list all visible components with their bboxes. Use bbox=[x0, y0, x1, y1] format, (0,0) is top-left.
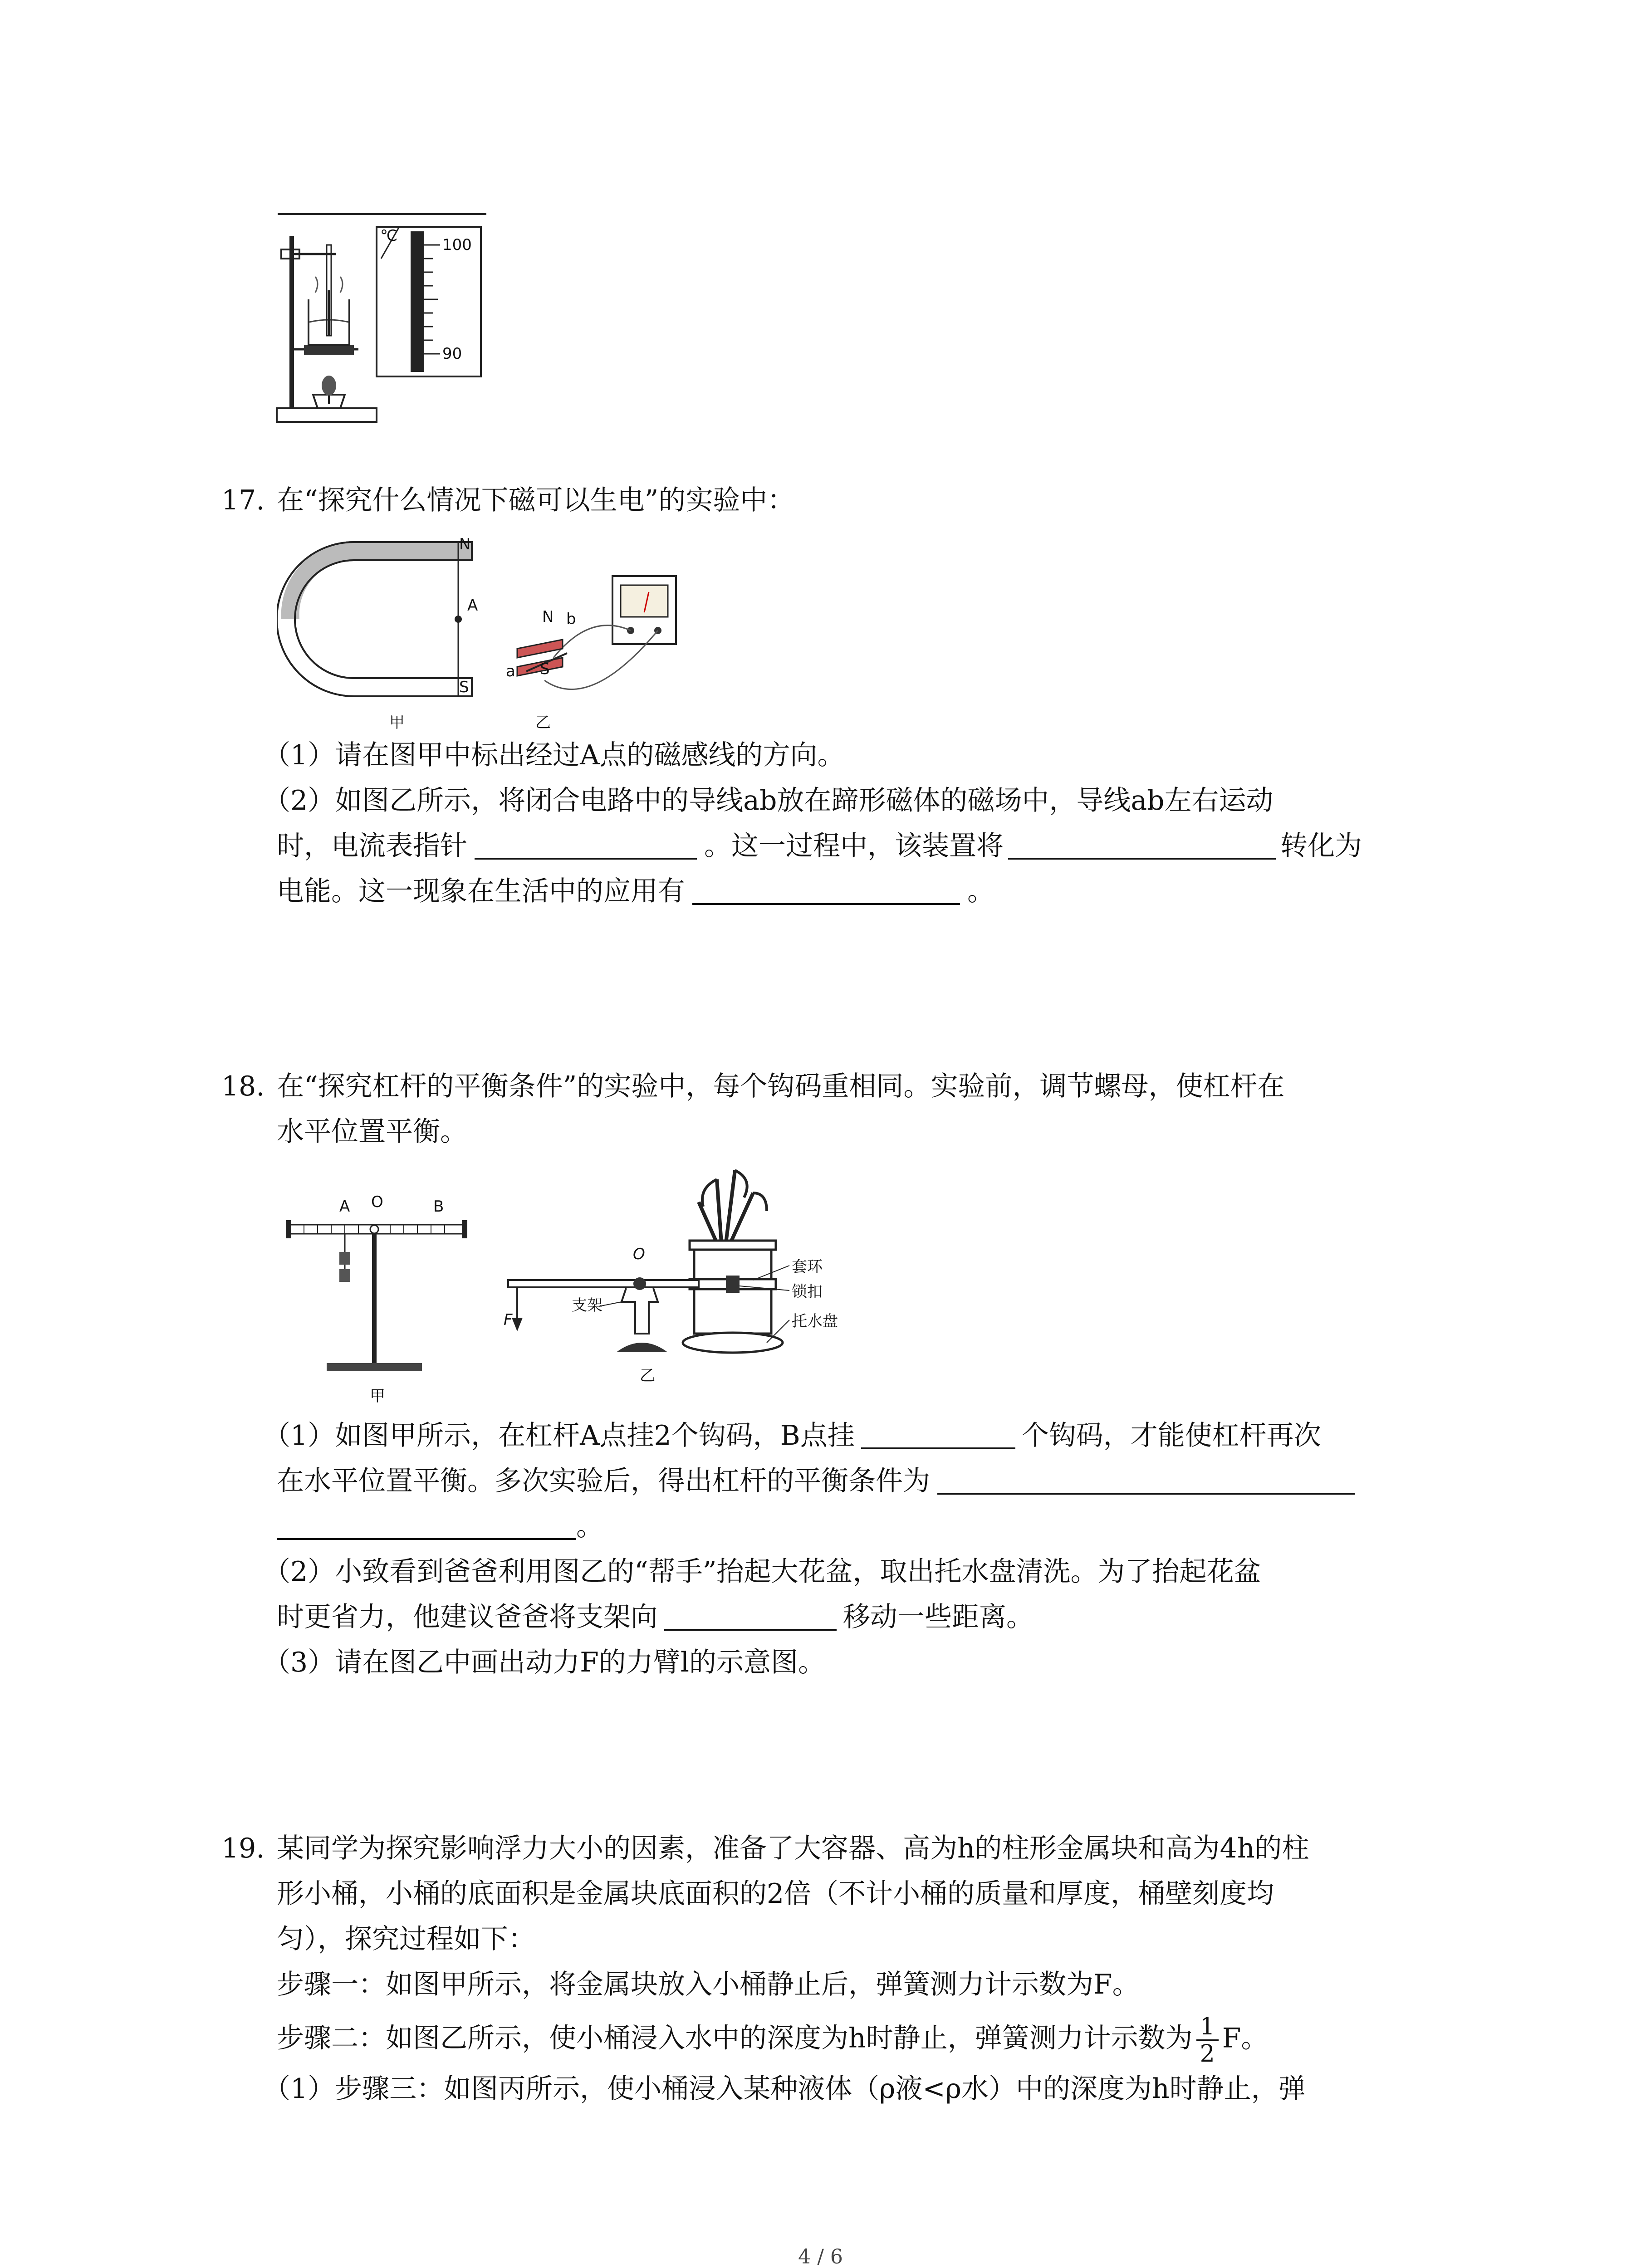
q18-fig-jia-label: 甲 bbox=[370, 1387, 385, 1405]
q18-lever-o-label: O bbox=[371, 1193, 383, 1211]
thermo-unit-label: ℃ bbox=[380, 227, 398, 245]
q18-label-ring: 套环 bbox=[792, 1258, 823, 1276]
q17-magnet-n-label: N bbox=[459, 535, 471, 553]
q17-blank-pointer[interactable] bbox=[475, 831, 697, 860]
q17-part2-line3-a: 电能。这一现象在生活中的应用有 bbox=[277, 875, 685, 907]
q17-part1: （1）请在图甲中标出经过A点的磁感线的方向。 bbox=[263, 739, 845, 771]
q18-part2-line2-b: 移动一些距离。 bbox=[843, 1601, 1034, 1633]
q17-part2-line3-b: 。 bbox=[967, 875, 994, 907]
q19-step2-b: F。 bbox=[1222, 2022, 1269, 2054]
q18-stem-line1: 在“探究杠杆的平衡条件”的实验中，每个钩码重相同。实验前，调节螺母，使杠杆在 bbox=[277, 1070, 1285, 1102]
q18-part2-line2 bbox=[277, 1597, 1034, 1637]
q17-small-s-label: S bbox=[540, 660, 550, 678]
q18-part1-line2 bbox=[277, 1461, 1355, 1501]
q18-blank-condition-b[interactable] bbox=[277, 1511, 576, 1540]
q18-yi-f-label: F bbox=[504, 1311, 513, 1329]
q17-part2-line2-a: 时，电流表指针 bbox=[277, 830, 467, 862]
q18-part1-line1-b: 个钩码，才能使杠杆再次 bbox=[1021, 1420, 1321, 1452]
q19-fraction-denominator: 2 bbox=[1200, 2040, 1215, 2068]
q17-part2-line2-b: 。这一过程中，该装置将 bbox=[704, 830, 1004, 862]
q19-fraction bbox=[1196, 2014, 1219, 2067]
q17-magnet-s-label: S bbox=[459, 678, 469, 696]
page-number: 4 / 6 bbox=[798, 2245, 843, 2268]
q17-part2-line2 bbox=[277, 826, 1362, 866]
q18-figure-jia-lever bbox=[281, 1198, 472, 1379]
top-rule bbox=[278, 213, 486, 215]
q19-line2: 形小桶，小桶的底面积是金属块底面积的2倍（不计小桶的质量和厚度，桶壁刻度均 bbox=[277, 1878, 1274, 1910]
q17-wire-b-label: b bbox=[566, 610, 576, 628]
q18-yi-o-label: O bbox=[633, 1245, 645, 1263]
q17-blank-application[interactable] bbox=[692, 876, 960, 905]
q18-fig-yi-label: 乙 bbox=[640, 1367, 655, 1385]
q17-part2-line1: （2）如图乙所示，将闭合电路中的导线ab放在蹄形磁体的磁场中，导线ab左右运动 bbox=[263, 785, 1274, 816]
q17-part2-line2-c: 转化为 bbox=[1280, 830, 1362, 862]
q19-line3: 匀），探究过程如下： bbox=[277, 1923, 535, 1955]
q18-blank-direction[interactable] bbox=[664, 1602, 837, 1631]
q18-label-tray: 托水盘 bbox=[792, 1312, 838, 1330]
q17-figure-jia-magnet bbox=[277, 533, 490, 705]
q18-part1-line3 bbox=[277, 1506, 603, 1547]
q19-line1: 某同学为探究影响浮力大小的因素，准备了大容器、高为h的柱形金属块和高为4h的柱 bbox=[277, 1833, 1309, 1864]
q19-fraction-numerator: 1 bbox=[1196, 2014, 1219, 2041]
q18-lever-b-label: B bbox=[433, 1198, 444, 1216]
q19-number: 19. bbox=[221, 1833, 265, 1864]
q18-part1-line1 bbox=[263, 1415, 1321, 1456]
thermo-scale-90: 90 bbox=[442, 345, 462, 363]
q17-point-a-label: A bbox=[467, 596, 478, 615]
q18-part1-line3-text: 。 bbox=[576, 1510, 603, 1542]
q18-lever-a-label: A bbox=[339, 1198, 350, 1216]
q19-step2-a: 步骤二：如图乙所示，使小桶浸入水中的深度为h时静止，弹簧测力计示数为 bbox=[277, 2022, 1193, 2054]
q17-small-n-label: N bbox=[542, 608, 554, 626]
q18-part1-line2-text: 在水平位置平衡。多次实验后，得出杠杆的平衡条件为 bbox=[277, 1465, 930, 1497]
q18-label-stand: 支架 bbox=[572, 1296, 603, 1315]
q18-blank-condition-a[interactable] bbox=[937, 1466, 1355, 1495]
thermo-scale-100: 100 bbox=[442, 236, 472, 254]
q17-part2-line3 bbox=[277, 871, 994, 912]
q19-part1: （1）步骤三：如图丙所示，使小桶浸入某种液体（ρ液<ρ水）中的深度为h时静止，弹 bbox=[263, 2073, 1306, 2105]
q19-step2 bbox=[277, 2014, 1268, 2067]
q18-label-lock: 锁扣 bbox=[792, 1283, 823, 1301]
q17-number: 17. bbox=[221, 484, 265, 516]
q18-part1-line1-a: （1）如图甲所示，在杠杆A点挂2个钩码，B点挂 bbox=[263, 1420, 855, 1452]
q19-step1: 步骤一：如图甲所示，将金属块放入小桶静止后，弹簧测力计示数为F。 bbox=[277, 1969, 1140, 2000]
q17-blank-energy[interactable] bbox=[1008, 831, 1276, 860]
q18-blank-hooks[interactable] bbox=[861, 1420, 1015, 1449]
q18-part3: （3）请在图乙中画出动力F的力臂l的示意图。 bbox=[263, 1647, 825, 1678]
q18-part2-line2-a: 时更省力，他建议爸爸将支架向 bbox=[277, 1601, 658, 1633]
q17-wire-a-label: a bbox=[506, 662, 515, 680]
q17-fig-yi-label: 乙 bbox=[535, 714, 551, 732]
q18-stem-line2: 水平位置平衡。 bbox=[277, 1116, 467, 1148]
q18-part2-line1: （2）小致看到爸爸利用图乙的“帮手”抬起大花盆，取出托水盘清洗。为了抬起花盆 bbox=[263, 1556, 1261, 1588]
q18-number: 18. bbox=[221, 1070, 265, 1102]
q17-stem: 在“探究什么情况下磁可以生电”的实验中： bbox=[277, 484, 795, 516]
q17-figure-yi-circuit bbox=[499, 567, 708, 708]
q17-fig-jia-label: 甲 bbox=[389, 714, 405, 732]
